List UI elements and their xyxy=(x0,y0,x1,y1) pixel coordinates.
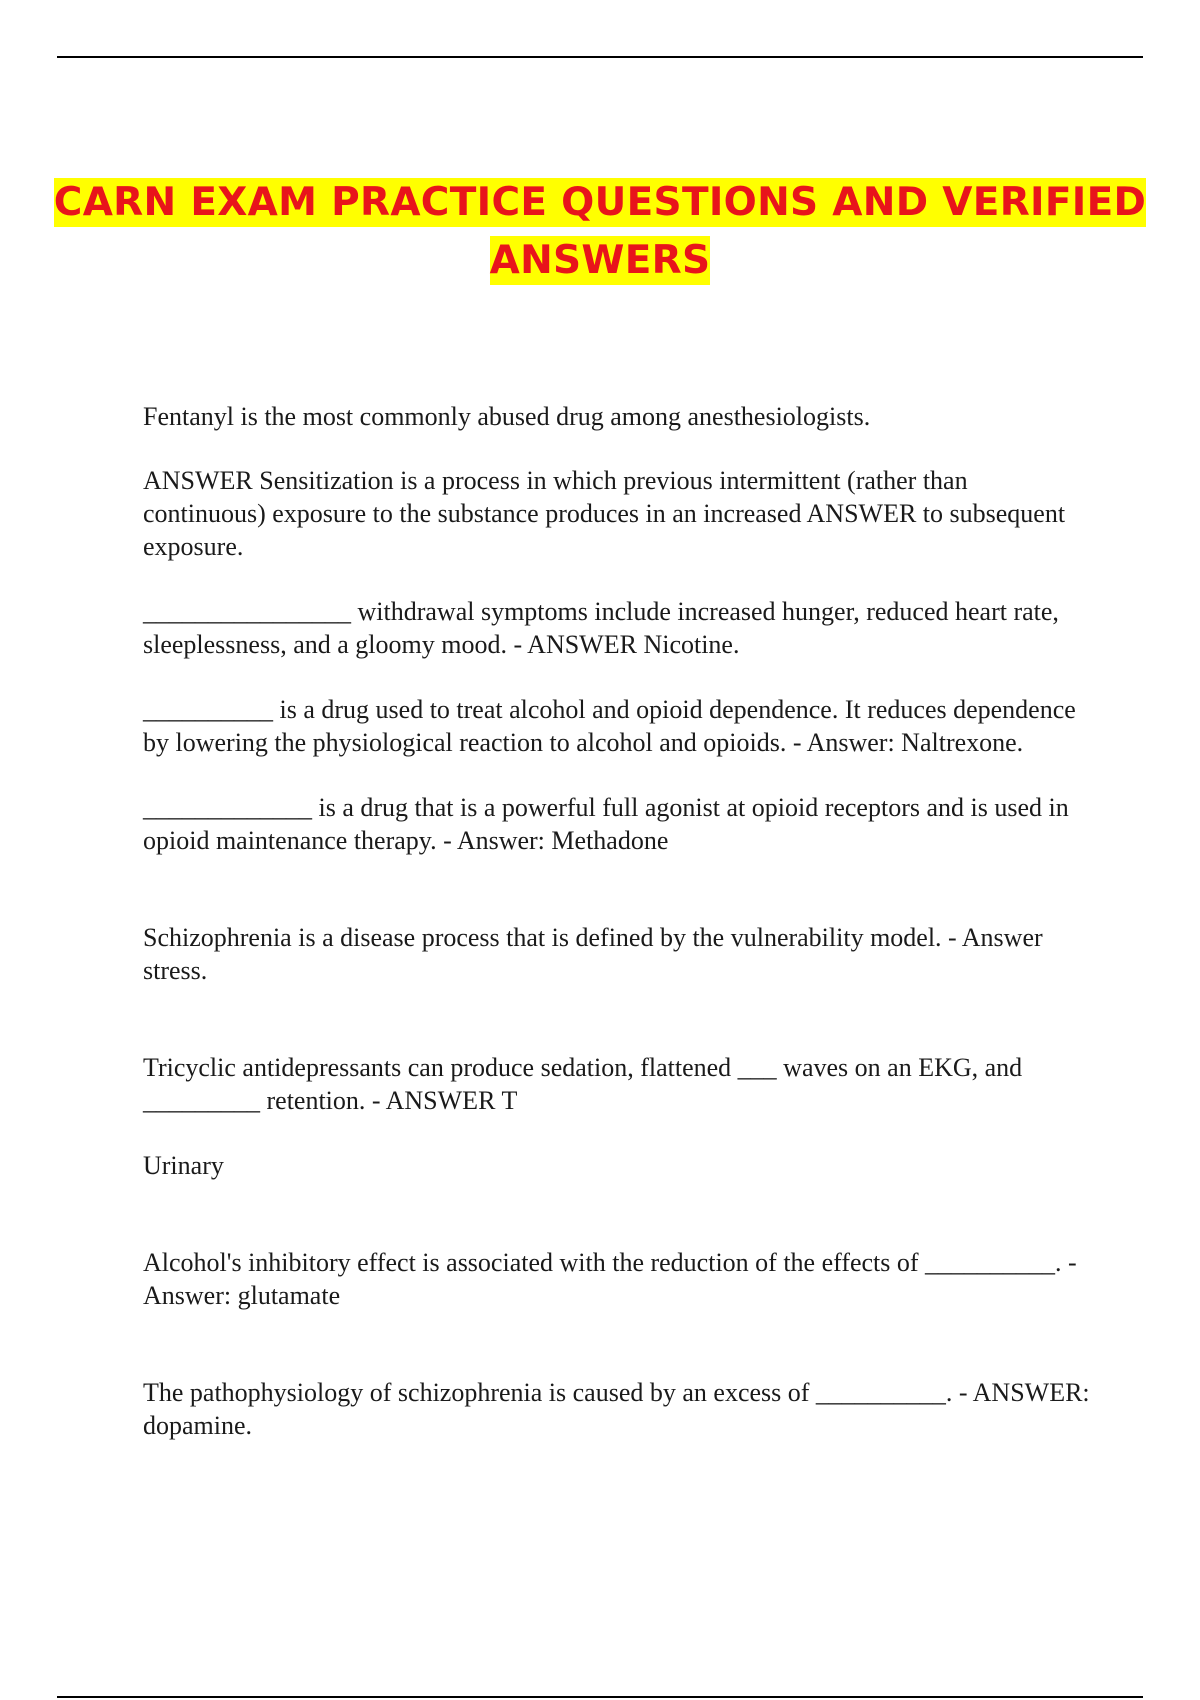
paragraph-4: __________ is a drug used to treat alcohol and opioid dependence. It reduces dependence by lowering the physiological reaction to alcohol and opioids. - Answer: Naltrexone. xyxy=(143,695,1076,757)
paragraph-6: Schizophrenia is a disease process that is defined by the vulnerability model. - Answer stress. xyxy=(143,923,1043,985)
paragraph-3: ________________ withdrawal symptoms include increased hunger, reduced heart rate, sleeplessness, and a gloomy mood. - ANSWER Nicotine. xyxy=(143,597,1059,659)
paragraph-9: Alcohol's inhibitory effect is associated with the reduction of the effects of __________. - Answer: glutamate xyxy=(143,1248,1077,1310)
document-title xyxy=(0,174,1200,290)
paragraph-5: _____________ is a drug that is a powerful full agonist at opioid receptors and is used in opioid maintenance therapy. - Answer: Methadone xyxy=(143,793,1069,855)
paragraph-8: Urinary xyxy=(143,1151,224,1180)
document-body xyxy=(143,400,1093,1442)
paragraph-7: Tricyclic antidepressants can produce sedation, flattened ___ waves on an EKG, and _________ retention. - ANSWER T xyxy=(143,1053,1023,1115)
paragraph-10: The pathophysiology of schizophrenia is caused by an excess of __________. - ANSWER: dopamine. xyxy=(143,1378,1090,1440)
top-rule xyxy=(57,56,1143,58)
bottom-rule xyxy=(57,1696,1143,1698)
paragraph-2: ANSWER Sensitization is a process in which previous intermittent (rather than continuous) exposure to the substance produces in an increased ANSWER to subsequent exposure. xyxy=(143,466,1066,561)
paragraph-1: Fentanyl is the most commonly abused drug among anesthesiologists. xyxy=(143,402,871,431)
document-title-text: CARN EXAM PRACTICE QUESTIONS AND VERIFIED ANSWERS xyxy=(53,180,1147,283)
